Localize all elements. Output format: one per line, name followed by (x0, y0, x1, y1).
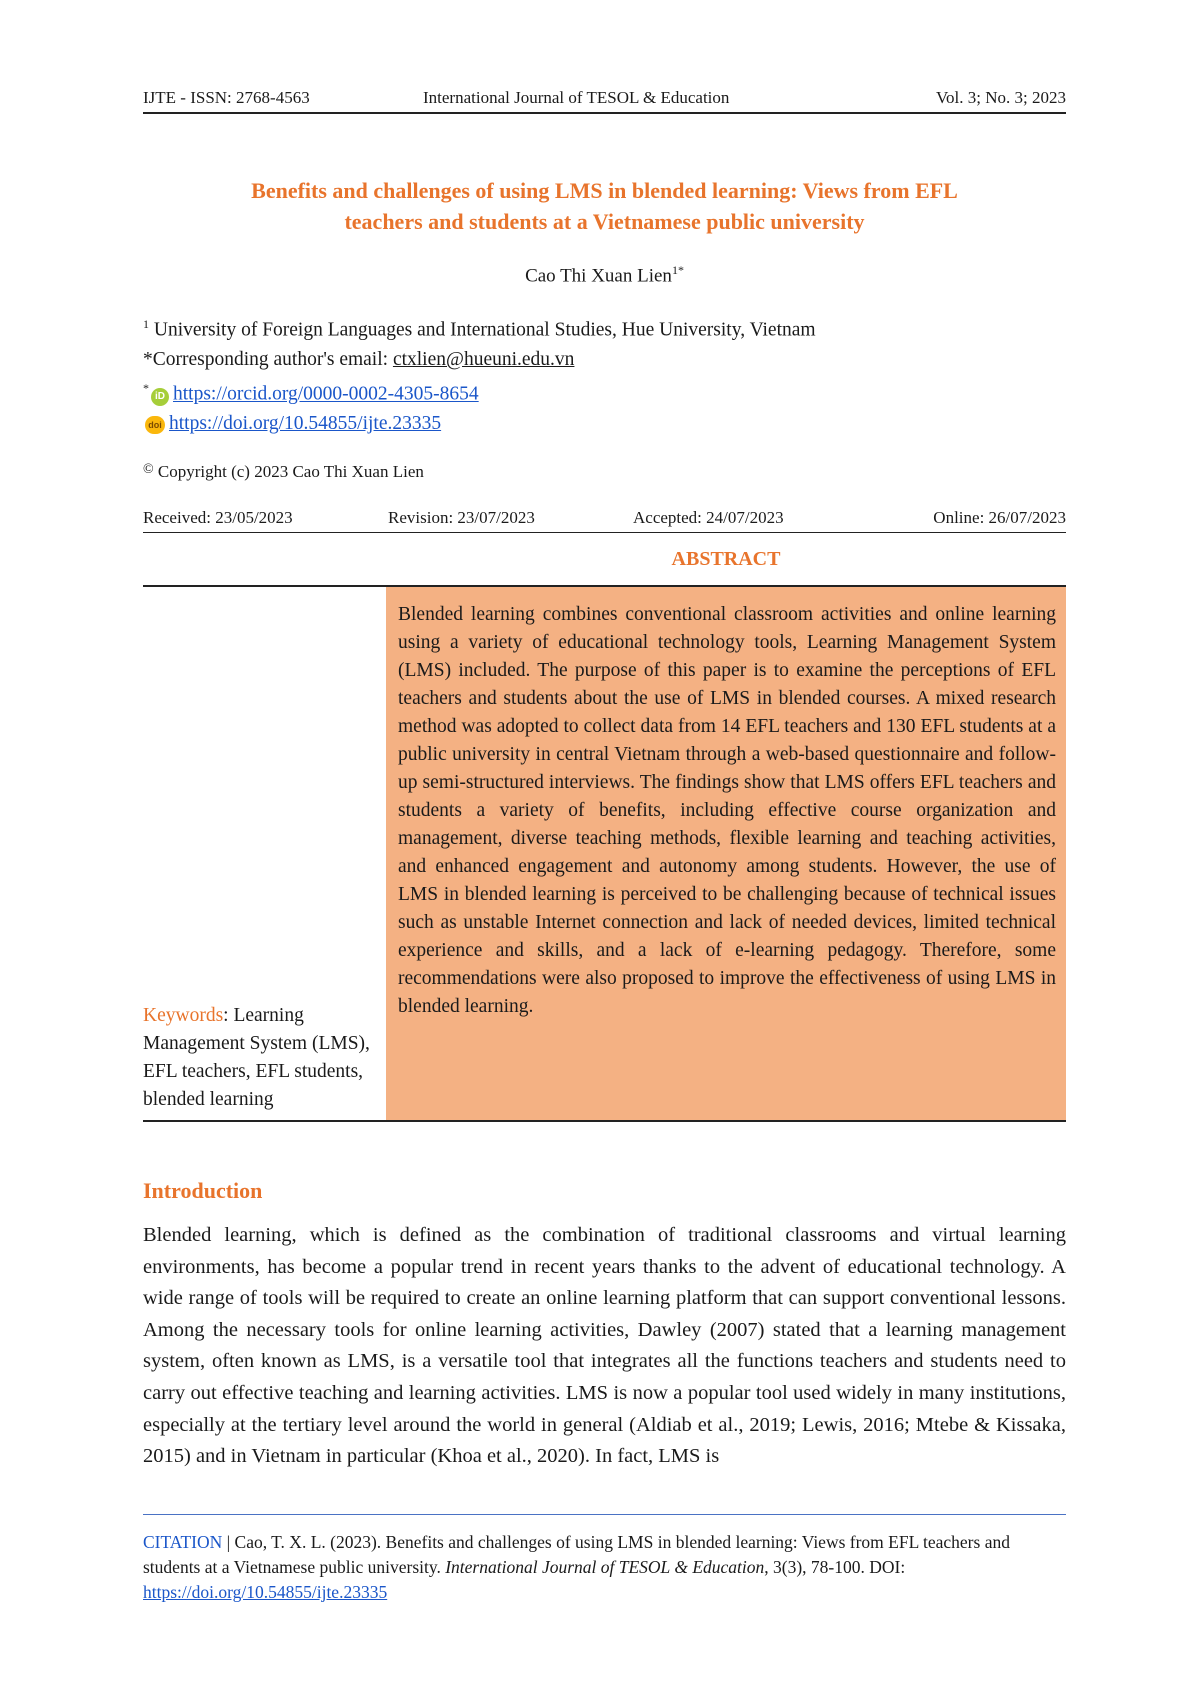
header-volume: Vol. 3; No. 3; 2023 (935, 88, 1066, 107)
abstract-text: Blended learning combines conventional classroom activities and online learning using a variety of educational technology tools, Learning Management System (LMS) included. The purpose of this paper is to examine the perceptions of EFL teachers and students about the use of LMS in blended courses. A mixed research method was adopted to collect data from 14 EFL teachers and 130 EFL students at a public university in central Vietnam through a web-based questionnaire and follow-up semi-structured interviews. The findings show that LMS offers EFL teachers and students a variety of benefits, including effective course organization and management, diverse teaching methods, flexible learning and teaching activities, and enhanced engagement and autonomy among students. However, the use of LMS in blended learning is perceived to be challenging because of technical issues such as unstable Internet connection and lack of needed devices, limited technical experience and skills, and a lack of e-learning pedagogy. Therefore, some recommendations were also proposed to improve the effectiveness of using LMS in blended learning. (398, 604, 1056, 1017)
title-line-1: Benefits and challenges of using LMS in blended learning: Views from EFL (251, 178, 958, 203)
date-accepted: Accepted: 24/07/2023 (633, 508, 784, 527)
copyright-line (143, 462, 424, 482)
citation-journal: International Journal of TESOL & Education (445, 1557, 765, 1577)
affiliation-text: University of Foreign Languages and International Studies, Hue University, Vietnam (153, 319, 816, 341)
orcid-star: * (143, 381, 149, 395)
introduction-heading: Introduction (143, 1178, 263, 1203)
affiliation-sup: 1 (143, 317, 149, 331)
orcid-link[interactable]: https://orcid.org/0000-0002-4305-8654 (173, 383, 479, 405)
keywords-text: : Learning Management System (LMS), EFL teachers, EFL students, blended learning (143, 1005, 370, 1110)
citation-text: Cao, T. X. L. (2023). Benefits and challenges of using LMS in blended learning: Views from EFL teachers and students at a Vietnamese public university. (143, 1532, 1010, 1577)
date-revision: Revision: 23/07/2023 (388, 508, 535, 527)
citation-separator: | (222, 1532, 235, 1552)
citation-doi-link[interactable]: https://doi.org/10.54855/ijte.23335 (143, 1582, 388, 1602)
citation-block (143, 1530, 1066, 1605)
running-header (143, 86, 1066, 114)
orcid-line (143, 381, 479, 406)
date-online: Online: 26/07/2023 (933, 508, 1066, 527)
introduction-text: Blended learning, which is defined as the combination of traditional classrooms and virtual learning environments, has become a popular trend in recent years thanks to the advent of educational technology. A wide range of tools will be required to create an online learning platform that can support conventional lessons. Among the necessary tools for online learning activities, Dawley (2007) stated that a learning management system, often known as LMS, is a versatile tool that integrates all the functions teachers and students need to carry out effective teaching and learning activities. LMS is now a popular tool used widely in many institutions, especially at the tertiary level around the world in general (Aldiab et al., 2019; Lewis, 2016; Mtebe & Kissaka, 2015) and in Vietnam in particular (Khoa et al., 2020). In fact, LMS is (143, 1224, 1066, 1468)
keywords-block (143, 1002, 373, 1114)
footer-divider (143, 1514, 1066, 1515)
header-journal: International Journal of TESOL & Education (423, 88, 730, 107)
copyright-icon: © (143, 462, 154, 477)
citation-details: , 3(3), 78-100. DOI: (764, 1557, 906, 1577)
paper-title (143, 175, 1066, 237)
author-sup: 1* (671, 263, 684, 277)
author-line (143, 263, 1066, 287)
corresponding-email-line (143, 349, 574, 371)
abstract-table (143, 585, 1066, 1122)
date-received: Received: 23/05/2023 (143, 508, 293, 527)
keywords-label: Keywords (143, 1005, 224, 1026)
email-label: *Corresponding author's email: (143, 349, 393, 370)
orcid-icon: iD (151, 388, 169, 406)
doi-line (143, 413, 441, 435)
citation-label: CITATION (143, 1532, 223, 1552)
title-line-2: teachers and students at a Vietnamese public university (344, 209, 865, 234)
doi-icon: doi (145, 416, 165, 434)
copyright-text: Copyright (c) 2023 Cao Thi Xuan Lien (157, 462, 424, 481)
header-issn: IJTE - ISSN: 2768-4563 (143, 88, 310, 107)
affiliation (143, 317, 816, 342)
email-link[interactable]: ctxlien@hueuni.edu.vn (392, 349, 575, 370)
abstract-heading: ABSTRACT (671, 548, 781, 570)
author-name: Cao Thi Xuan Lien (525, 265, 672, 287)
abstract-box (386, 587, 1066, 1120)
dates-row (143, 506, 1066, 533)
doi-link[interactable]: https://doi.org/10.54855/ijte.23335 (169, 413, 442, 434)
